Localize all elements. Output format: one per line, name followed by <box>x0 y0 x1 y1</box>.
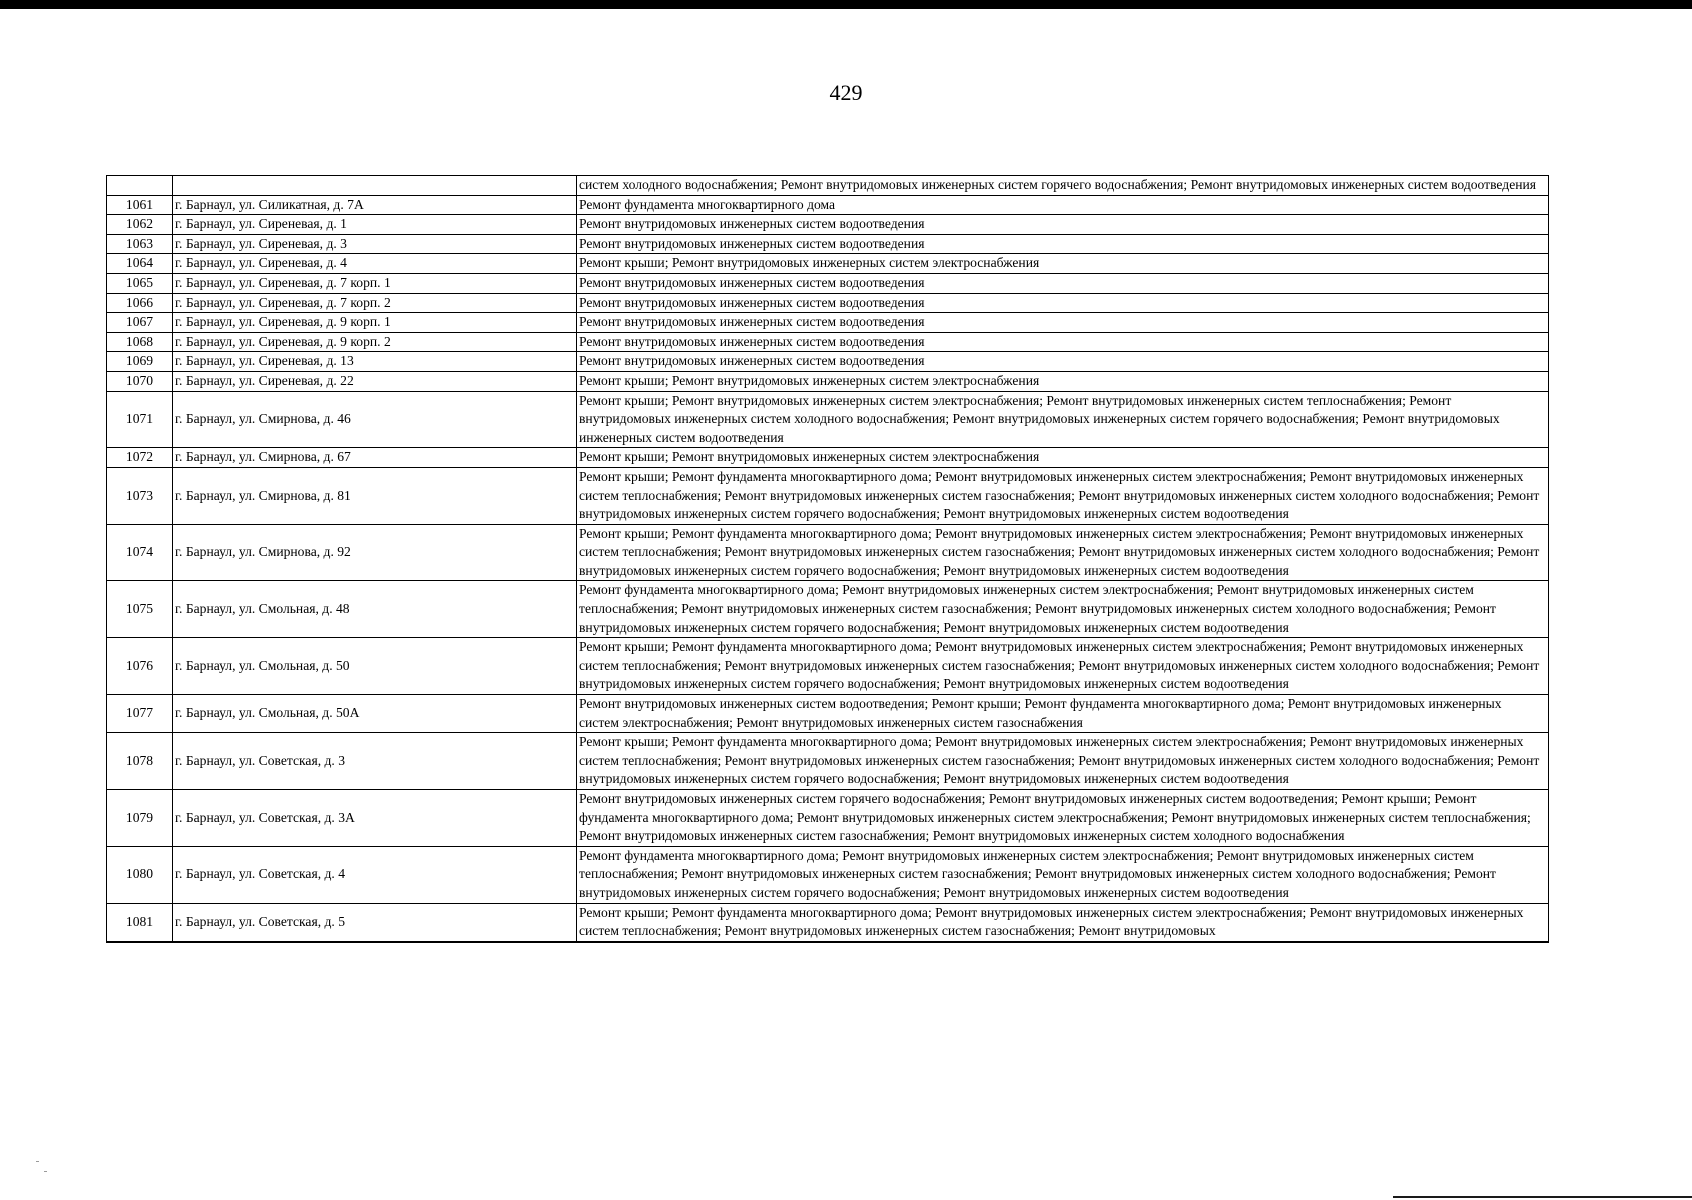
row-address: г. Барнаул, ул. Смирнова, д. 92 <box>173 524 577 581</box>
table-row <box>107 254 1549 274</box>
table-row <box>107 733 1549 790</box>
row-number: 1079 <box>107 790 173 847</box>
row-number: 1066 <box>107 293 173 313</box>
row-works: Ремонт внутридомовых инженерных систем водоотведения <box>577 234 1549 254</box>
row-number: 1073 <box>107 467 173 524</box>
row-works: Ремонт крыши; Ремонт внутридомовых инженерных систем электроснабжения <box>577 371 1549 391</box>
row-number: 1065 <box>107 273 173 293</box>
row-number: 1074 <box>107 524 173 581</box>
table-row <box>107 846 1549 903</box>
row-works: Ремонт внутридомовых инженерных систем водоотведения <box>577 352 1549 372</box>
row-number: 1061 <box>107 195 173 215</box>
page-number: 429 <box>829 80 863 105</box>
row-number <box>107 176 173 196</box>
scan-bottom-line <box>1393 1196 1692 1198</box>
row-works: Ремонт фундамента многоквартирного дома; Ремонт внутридомовых инженерных систем электроснабжения; Ремонт внутридомовых инженерных систем теплоснабжения; Ремонт внутридомовых инженерных систем газоснабжения; Ремонт внутридомовых инженерных систем холодного водоснабжения; Ремонт внутридомовых инженерных систем горячего водоснабжения; Ремонт внутридомовых инженерных систем водоотведения <box>577 581 1549 638</box>
row-address <box>173 176 577 196</box>
row-works: Ремонт крыши; Ремонт фундамента многоквартирного дома; Ремонт внутридомовых инженерных систем электроснабжения; Ремонт внутридомовых инженерных систем теплоснабжения; Ремонт внутридомовых инженерных систем газоснабжения; Ремонт внутридомовых <box>577 903 1549 942</box>
table-row <box>107 293 1549 313</box>
table-row <box>107 352 1549 372</box>
row-address: г. Барнаул, ул. Советская, д. 3 <box>173 733 577 790</box>
row-address: г. Барнаул, ул. Смирнова, д. 67 <box>173 448 577 468</box>
scan-top-border <box>0 0 1692 9</box>
row-works: Ремонт крыши; Ремонт внутридомовых инженерных систем электроснабжения; Ремонт внутридомовых инженерных систем теплоснабжения; Ремонт внутридомовых инженерных систем холодного водоснабжения; Ремонт внутридомовых инженерных систем горячего водоснабжения; Ремонт внутридомовых инженерных систем водоотведения <box>577 391 1549 448</box>
scan-speck <box>36 1161 39 1162</box>
table-row <box>107 524 1549 581</box>
row-number: 1067 <box>107 313 173 333</box>
row-works: Ремонт внутридомовых инженерных систем водоотведения <box>577 215 1549 235</box>
row-number: 1069 <box>107 352 173 372</box>
table-row <box>107 391 1549 448</box>
row-address: г. Барнаул, ул. Смирнова, д. 81 <box>173 467 577 524</box>
row-number: 1075 <box>107 581 173 638</box>
row-works: Ремонт крыши; Ремонт фундамента многоквартирного дома; Ремонт внутридомовых инженерных систем электроснабжения; Ремонт внутридомовых инженерных систем теплоснабжения; Ремонт внутридомовых инженерных систем газоснабжения; Ремонт внутридомовых инженерных систем холодного водоснабжения; Ремонт внутридомовых инженерных систем горячего водоснабжения; Ремонт внутридомовых инженерных систем водоотведения <box>577 467 1549 524</box>
row-works: Ремонт внутридомовых инженерных систем водоотведения <box>577 313 1549 333</box>
row-address: г. Барнаул, ул. Смольная, д. 50А <box>173 695 577 733</box>
table-row <box>107 448 1549 468</box>
row-address: г. Барнаул, ул. Сиреневая, д. 13 <box>173 352 577 372</box>
row-works: Ремонт крыши; Ремонт фундамента многоквартирного дома; Ремонт внутридомовых инженерных систем электроснабжения; Ремонт внутридомовых инженерных систем теплоснабжения; Ремонт внутридомовых инженерных систем газоснабжения; Ремонт внутридомовых инженерных систем холодного водоснабжения; Ремонт внутридомовых инженерных систем горячего водоснабжения; Ремонт внутридомовых инженерных систем водоотведения <box>577 524 1549 581</box>
row-number: 1078 <box>107 733 173 790</box>
row-number: 1071 <box>107 391 173 448</box>
table-row <box>107 215 1549 235</box>
table-row <box>107 638 1549 695</box>
table-row <box>107 695 1549 733</box>
table-row <box>107 313 1549 333</box>
table-row <box>107 903 1549 942</box>
table-row <box>107 332 1549 352</box>
row-works: Ремонт крыши; Ремонт внутридомовых инженерных систем электроснабжения <box>577 254 1549 274</box>
row-works: Ремонт крыши; Ремонт фундамента многоквартирного дома; Ремонт внутридомовых инженерных систем электроснабжения; Ремонт внутридомовых инженерных систем теплоснабжения; Ремонт внутридомовых инженерных систем газоснабжения; Ремонт внутридомовых инженерных систем холодного водоснабжения; Ремонт внутридомовых инженерных систем горячего водоснабжения; Ремонт внутридомовых инженерных систем водоотведения <box>577 638 1549 695</box>
row-address: г. Барнаул, ул. Советская, д. 3А <box>173 790 577 847</box>
table-row <box>107 581 1549 638</box>
row-works: Ремонт фундамента многоквартирного дома; Ремонт внутридомовых инженерных систем электроснабжения; Ремонт внутридомовых инженерных систем теплоснабжения; Ремонт внутридомовых инженерных систем газоснабжения; Ремонт внутридомовых инженерных систем холодного водоснабжения; Ремонт внутридомовых инженерных систем горячего водоснабжения; Ремонт внутридомовых инженерных систем водоотведения <box>577 846 1549 903</box>
row-number: 1081 <box>107 903 173 942</box>
row-address: г. Барнаул, ул. Смольная, д. 48 <box>173 581 577 638</box>
row-address: г. Барнаул, ул. Сиреневая, д. 1 <box>173 215 577 235</box>
row-number: 1080 <box>107 846 173 903</box>
row-works: Ремонт внутридомовых инженерных систем водоотведения; Ремонт крыши; Ремонт фундамента многоквартирного дома; Ремонт внутридомовых инженерных систем электроснабжения; Ремонт внутридомовых инженерных систем газоснабжения <box>577 695 1549 733</box>
row-works: Ремонт внутридомовых инженерных систем водоотведения <box>577 273 1549 293</box>
row-works: Ремонт внутридомовых инженерных систем водоотведения <box>577 332 1549 352</box>
row-address: г. Барнаул, ул. Смольная, д. 50 <box>173 638 577 695</box>
table-row <box>107 176 1549 196</box>
row-number: 1076 <box>107 638 173 695</box>
table-row <box>107 195 1549 215</box>
row-number: 1062 <box>107 215 173 235</box>
row-works: Ремонт внутридомовых инженерных систем водоотведения <box>577 293 1549 313</box>
row-address: г. Барнаул, ул. Сиреневая, д. 9 корп. 2 <box>173 332 577 352</box>
table-row <box>107 467 1549 524</box>
row-address: г. Барнаул, ул. Сиреневая, д. 4 <box>173 254 577 274</box>
row-works: Ремонт крыши; Ремонт внутридомовых инженерных систем электроснабжения <box>577 448 1549 468</box>
row-address: г. Барнаул, ул. Советская, д. 5 <box>173 903 577 942</box>
row-address: г. Барнаул, ул. Силикатная, д. 7А <box>173 195 577 215</box>
row-number: 1068 <box>107 332 173 352</box>
row-address: г. Барнаул, ул. Смирнова, д. 46 <box>173 391 577 448</box>
row-address: г. Барнаул, ул. Советская, д. 4 <box>173 846 577 903</box>
row-works: Ремонт фундамента многоквартирного дома <box>577 195 1549 215</box>
table-row <box>107 273 1549 293</box>
row-address: г. Барнаул, ул. Сиреневая, д. 22 <box>173 371 577 391</box>
row-address: г. Барнаул, ул. Сиреневая, д. 7 корп. 1 <box>173 273 577 293</box>
row-address: г. Барнаул, ул. Сиреневая, д. 7 корп. 2 <box>173 293 577 313</box>
row-address: г. Барнаул, ул. Сиреневая, д. 3 <box>173 234 577 254</box>
table-row <box>107 790 1549 847</box>
row-number: 1077 <box>107 695 173 733</box>
row-works: систем холодного водоснабжения; Ремонт внутридомовых инженерных систем горячего водоснабжения; Ремонт внутридомовых инженерных систем водоотведения <box>577 176 1549 196</box>
row-address: г. Барнаул, ул. Сиреневая, д. 9 корп. 1 <box>173 313 577 333</box>
row-number: 1064 <box>107 254 173 274</box>
table-row <box>107 371 1549 391</box>
row-number: 1072 <box>107 448 173 468</box>
repair-list-table <box>106 175 1549 943</box>
row-number: 1070 <box>107 371 173 391</box>
table-row <box>107 234 1549 254</box>
row-works: Ремонт внутридомовых инженерных систем горячего водоснабжения; Ремонт внутридомовых инженерных систем водоотведения; Ремонт крыши; Ремонт фундамента многоквартирного дома; Ремонт внутридомовых инженерных систем электроснабжения; Ремонт внутридомовых инженерных систем теплоснабжения; Ремонт внутридомовых инженерных систем газоснабжения; Ремонт внутридомовых инженерных систем холодного водоснабжения <box>577 790 1549 847</box>
row-works: Ремонт крыши; Ремонт фундамента многоквартирного дома; Ремонт внутридомовых инженерных систем электроснабжения; Ремонт внутридомовых инженерных систем теплоснабжения; Ремонт внутридомовых инженерных систем газоснабжения; Ремонт внутридомовых инженерных систем холодного водоснабжения; Ремонт внутридомовых инженерных систем горячего водоснабжения; Ремонт внутридомовых инженерных систем водоотведения <box>577 733 1549 790</box>
scan-speck <box>44 1171 47 1172</box>
row-number: 1063 <box>107 234 173 254</box>
